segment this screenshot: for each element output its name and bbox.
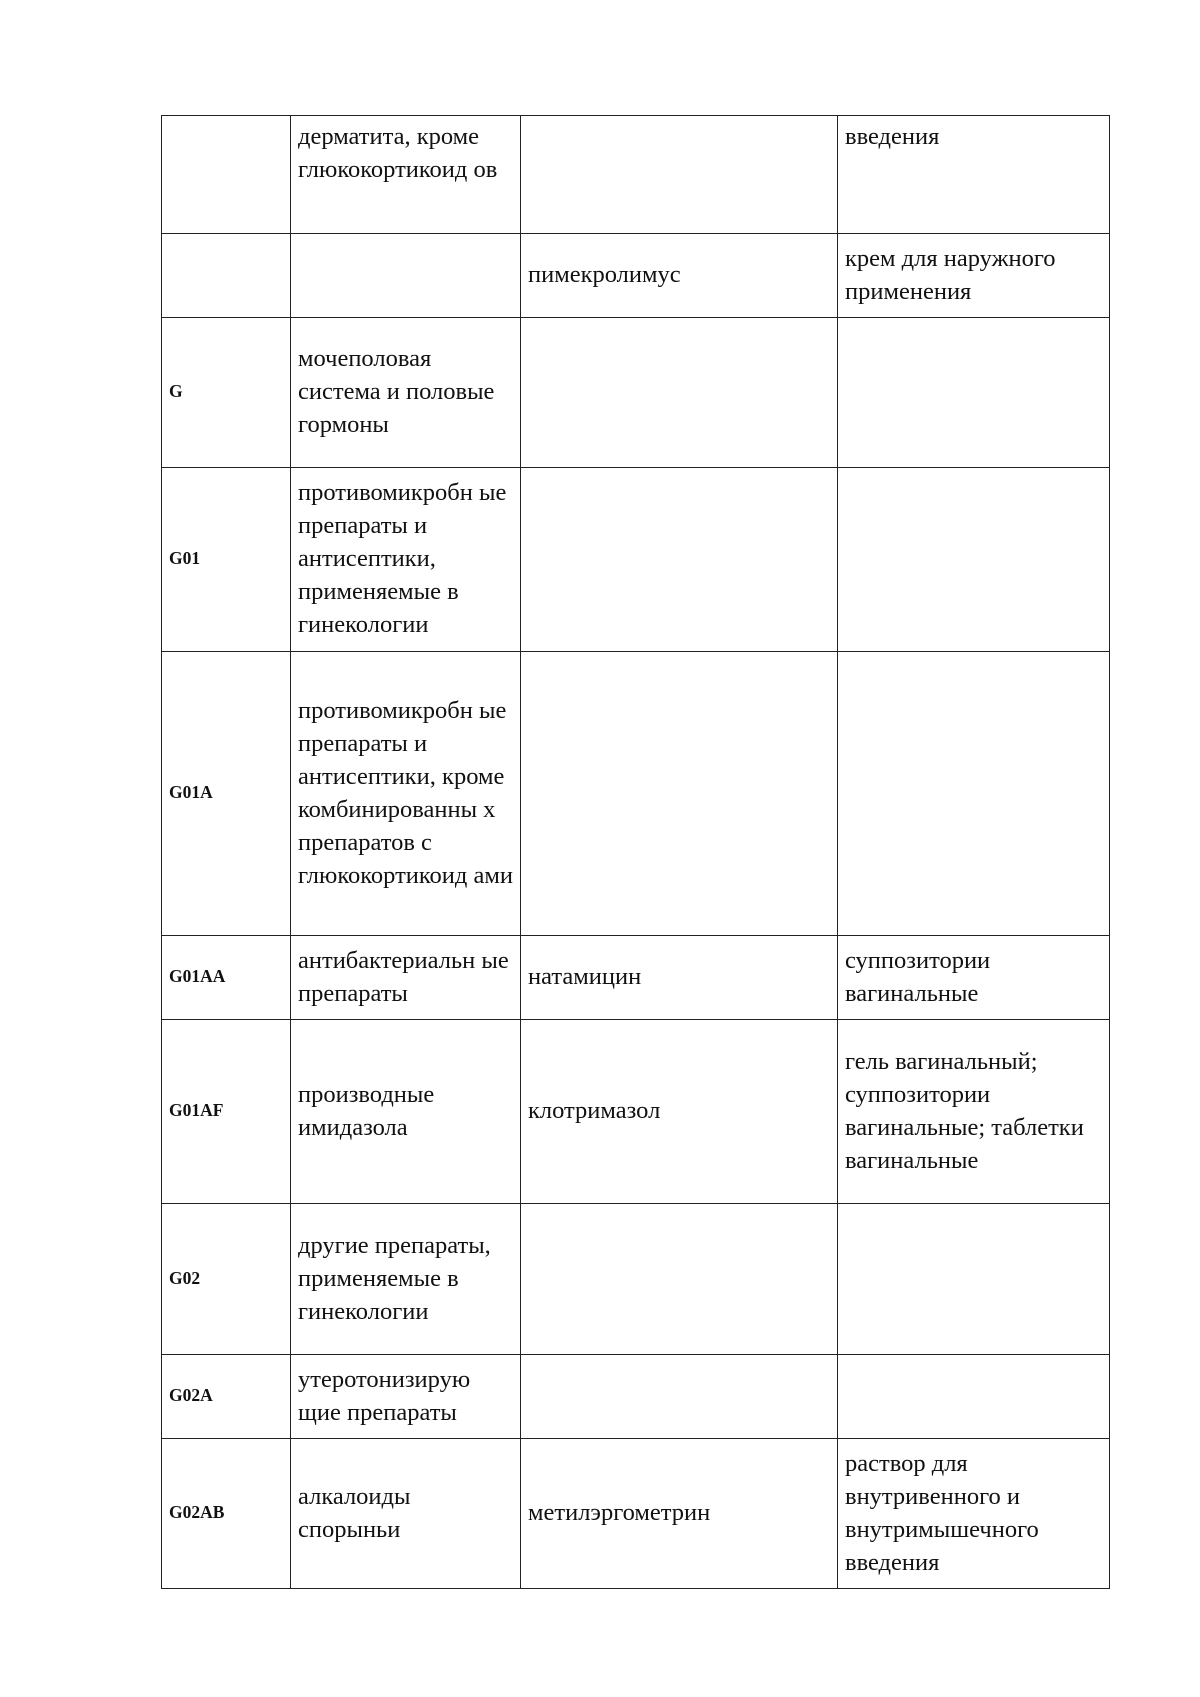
atc-group-name-cell: мочеполовая система и половые гормоны [291, 318, 521, 468]
atc-code-cell: G02 [162, 1204, 291, 1355]
atc-code-cell: G02A [162, 1355, 291, 1439]
active-substance-cell: натамицин [521, 936, 838, 1020]
dosage-form-cell [838, 318, 1110, 468]
atc-code-cell [162, 116, 291, 234]
dosage-form-cell [838, 468, 1110, 652]
dosage-form-cell: гель вагинальный; суппозитории вагинальные; таблетки вагинальные [838, 1020, 1110, 1204]
table-row [162, 318, 1110, 468]
atc-group-name-cell: алкалоиды спорыньи [291, 1439, 521, 1589]
atc-code-cell: G01 [162, 468, 291, 652]
dosage-form-cell [838, 652, 1110, 936]
table-row [162, 234, 1110, 318]
atc-group-name-cell: противомикробн ые препараты и антисептики, применяемые в гинекологии [291, 468, 521, 652]
dosage-form-cell [838, 1355, 1110, 1439]
table-row [162, 936, 1110, 1020]
table-row [162, 652, 1110, 936]
dosage-form-cell: крем для наружного применения [838, 234, 1110, 318]
atc-group-name-cell: дерматита, кроме глюкокортикоид ов [291, 116, 521, 234]
active-substance-cell [521, 468, 838, 652]
dosage-form-cell [838, 1204, 1110, 1355]
active-substance-cell: метилэргометрин [521, 1439, 838, 1589]
atc-code-cell: G [162, 318, 291, 468]
active-substance-cell [521, 1355, 838, 1439]
table-row [162, 1204, 1110, 1355]
atc-code-cell: G01AA [162, 936, 291, 1020]
active-substance-cell [521, 652, 838, 936]
atc-group-name-cell: другие препараты, применяемые в гинекологии [291, 1204, 521, 1355]
atc-group-name-cell [291, 234, 521, 318]
table-row [162, 1355, 1110, 1439]
table-row [162, 468, 1110, 652]
atc-group-name-cell: противомикробн ые препараты и антисептики, кроме комбинированны х препаратов с глюкокортикоид ами [291, 652, 521, 936]
dosage-form-cell: суппозитории вагинальные [838, 936, 1110, 1020]
atc-group-name-cell: антибактериальн ые препараты [291, 936, 521, 1020]
atc-code-cell: G02AB [162, 1439, 291, 1589]
atc-group-name-cell: производные имидазола [291, 1020, 521, 1204]
active-substance-cell: клотримазол [521, 1020, 838, 1204]
dosage-form-cell: введения [838, 116, 1110, 234]
active-substance-cell [521, 318, 838, 468]
atc-code-cell: G01A [162, 652, 291, 936]
table-row [162, 1020, 1110, 1204]
active-substance-cell: пимекролимус [521, 234, 838, 318]
table-body [162, 116, 1110, 1589]
atc-group-name-cell: утеротонизирую щие препараты [291, 1355, 521, 1439]
table-row [162, 1439, 1110, 1589]
dosage-form-cell: раствор для внутривенного и внутримышечного введения [838, 1439, 1110, 1589]
table-row [162, 116, 1110, 234]
atc-code-cell [162, 234, 291, 318]
active-substance-cell [521, 1204, 838, 1355]
active-substance-cell [521, 116, 838, 234]
drug-classification-table [161, 115, 1110, 1589]
atc-code-cell: G01AF [162, 1020, 291, 1204]
